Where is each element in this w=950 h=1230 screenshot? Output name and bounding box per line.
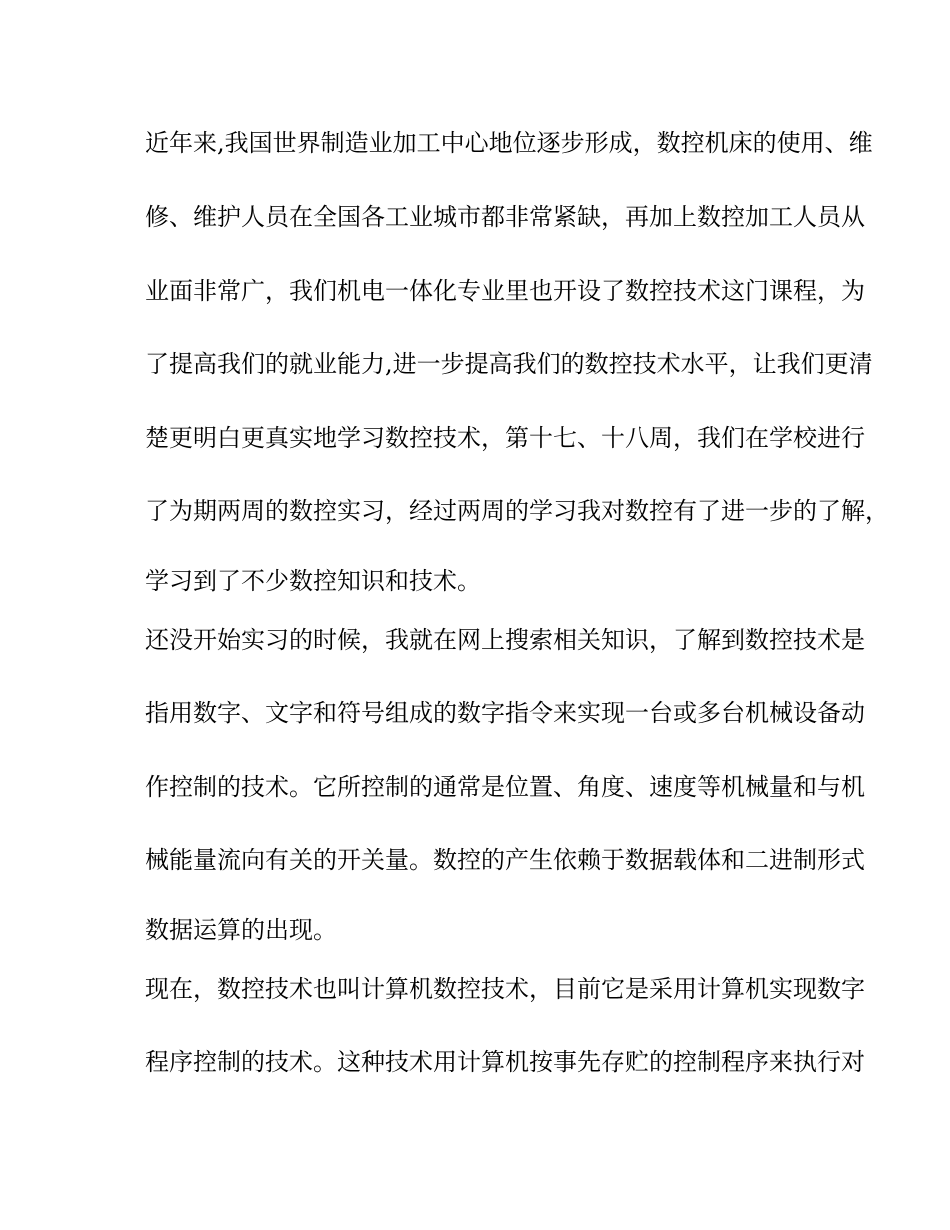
text-line: 了提高我们的就业能力,进一步提高我们的数控技术水平，让我们更清 [145, 350, 873, 378]
text-line: 了为期两周的数控实习，经过两周的学习我对数控有了进一步的了解， [145, 497, 889, 525]
text-line: 作控制的技术。它所控制的通常是位置、角度、速度等机械量和与机 [145, 773, 865, 801]
text-line: 械能量流向有关的开关量。数控的产生依赖于数据载体和二进制形式 [145, 846, 865, 874]
text-line: 还没开始实习的时候，我就在网上搜索相关知识，了解到数控技术是 [145, 626, 865, 654]
text-line: 近年来,我国世界制造业加工中心地位逐步形成，数控机床的使用、维 [145, 129, 873, 157]
text-line: 指用数字、文字和符号组成的数字指令来实现一台或多台机械设备动 [145, 699, 865, 727]
text-line: 修、维护人员在全国各工业城市都非常紧缺，再加上数控加工人员从 [145, 203, 865, 231]
text-line: 数据运算的出现。 [145, 916, 337, 944]
text-line: 业面非常广，我们机电一体化专业里也开设了数控技术这门课程，为 [145, 277, 865, 305]
text-line: 楚更明白更真实地学习数控技术，第十七、十八周，我们在学校进行 [145, 424, 865, 452]
text-line: 学习到了不少数控知识和技术。 [145, 567, 481, 595]
text-line: 程序控制的技术。这种技术用计算机按事先存贮的控制程序来执行对 [145, 1048, 865, 1076]
text-line: 现在，数控技术也叫计算机数控技术，目前它是采用计算机实现数字 [145, 975, 865, 1003]
